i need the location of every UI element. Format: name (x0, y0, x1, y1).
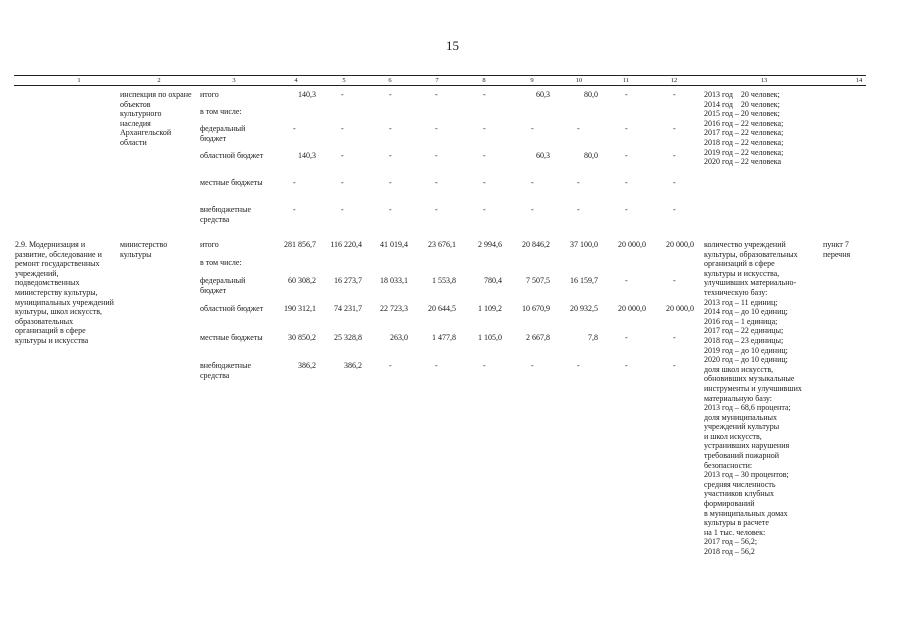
row-value-col-11: - (625, 178, 628, 187)
row-label: итого (200, 240, 219, 249)
row-value-col-12: - (673, 333, 676, 342)
row-value-col-8: 1 105,0 (478, 333, 502, 342)
indicator-line: 2018 год – 56,2 (704, 547, 755, 556)
row-value-col-4: - (293, 124, 296, 133)
indicator-line: организаций в сфере (704, 259, 775, 269)
indicator-line: количество учреждений (704, 240, 786, 249)
row-value-col-4: - (293, 205, 296, 214)
indicator-line: техническую базу: (704, 287, 768, 297)
row-value-col-9: - (531, 178, 534, 187)
row-value-col-7: 20 644,5 (428, 304, 456, 313)
indicator-line: 2013 год – 11 единиц; (704, 297, 778, 307)
indicator-line: 2016 год – 22 человека; (704, 118, 784, 128)
row-value-col-8: - (483, 90, 486, 99)
indicator-line: средняя численность (704, 479, 776, 489)
row-label: местные бюджеты (200, 333, 263, 342)
header-col-9: 9 (530, 77, 534, 84)
indicator-line: учреждений культуры (704, 422, 780, 432)
row-label: федеральный бюджет (200, 124, 246, 143)
row-value-col-12: - (673, 361, 676, 370)
row-value-col-4: 140,3 (298, 90, 316, 99)
header-col-10: 10 (575, 77, 583, 84)
row-value-col-12: - (673, 90, 676, 99)
indicator-line: 2017 год – 22 единицы; (704, 326, 784, 336)
row-value-col-5: - (341, 205, 344, 214)
indicator-line: улучшивших материально- (704, 278, 797, 288)
section2-executor: министерство культуры (120, 240, 168, 259)
row-value-col-9: 60,3 (536, 90, 550, 99)
indicator-line: 2018 год – 23 единицы; (704, 335, 784, 345)
indicator-line: материальную базу: (704, 393, 772, 403)
row-value-col-9: - (531, 124, 534, 133)
row-label: областной бюджет (200, 304, 264, 313)
row-value-col-7: - (435, 361, 438, 370)
indicator-line: 2020 год – 22 человека (704, 157, 782, 167)
row-value-col-4: 30 850,2 (288, 333, 316, 342)
row-value-col-7: - (435, 178, 438, 187)
row-value-col-12: 20 000,0 (666, 304, 694, 313)
indicator-line: на 1 тыс. человек: (704, 527, 766, 537)
section1-executor: инспекция по охране объектов культурного наследия Архангельской области (120, 90, 192, 147)
row-value-col-10: - (577, 178, 580, 187)
header-col-6: 6 (388, 77, 392, 84)
row-value-col-5: 116 220,4 (330, 240, 362, 249)
indicator-line: 2019 год – 22 человека; (704, 147, 784, 157)
row-value-col-11: - (625, 151, 628, 160)
indicator-line: 2020 год – до 10 единиц; (704, 355, 788, 365)
row-label: внебюджетные средства (200, 205, 251, 224)
header-col-2: 2 (157, 77, 161, 84)
row-value-col-11: 20 000,0 (618, 240, 646, 249)
row-value-col-10: 20 932,5 (570, 304, 598, 313)
row-value-col-6: - (389, 205, 392, 214)
row-value-col-4: 386,2 (298, 361, 316, 370)
row-value-col-6: - (389, 151, 392, 160)
row-value-col-10: 80,0 (584, 90, 598, 99)
row-value-col-9: 10 670,9 (522, 304, 550, 313)
row-value-col-9: 2 667,8 (526, 333, 550, 342)
row-value-col-12: - (673, 276, 676, 285)
table-header-row (14, 75, 866, 86)
row-value-col-7: - (435, 205, 438, 214)
header-col-12: 12 (670, 77, 678, 84)
section2-title: 2.9. Модернизация и развитие, обследование и ремонт государственных учреждений, подведомственных министерству культуры, муниципальных учреждений культуры, школ искусств, образовательных организаций в сфере культуры и искусства (15, 240, 114, 345)
row-value-col-7: - (435, 90, 438, 99)
row-value-col-10: 16 159,7 (570, 276, 598, 285)
row-value-col-8: - (483, 361, 486, 370)
indicator-line: 2016 год – 1 единица; (704, 316, 778, 326)
indicator-line: требований пожарной (704, 451, 780, 461)
row-value-col-12: 20 000,0 (666, 240, 694, 249)
row-value-col-4: 190 312,1 (284, 304, 316, 313)
row-value-col-8: - (483, 178, 486, 187)
row-value-col-5: 386,2 (344, 361, 362, 370)
row-value-col-4: 60 308,2 (288, 276, 316, 285)
header-col-7: 7 (435, 77, 439, 84)
indicator-line: культуры, образовательных (704, 249, 798, 259)
indicator-line: устранивших нарушения (704, 441, 790, 451)
row-value-col-8: - (483, 205, 486, 214)
row-label: местные бюджеты (200, 178, 263, 187)
row-value-col-9: 60,3 (536, 151, 550, 160)
indicator-line: 2013 год 20 человек; (704, 90, 780, 99)
row-value-col-5: 16 273,7 (334, 276, 362, 285)
row-value-col-9: - (531, 361, 534, 370)
indicator-line: 2014 год 20 человек; (704, 99, 780, 109)
row-value-col-4: - (293, 178, 296, 187)
row-label: федеральный бюджет (200, 276, 246, 295)
row-value-col-8: 780,4 (484, 276, 502, 285)
row-value-col-11: - (625, 361, 628, 370)
row-value-col-10: 80,0 (584, 151, 598, 160)
row-value-col-6: 263,0 (390, 333, 408, 342)
row-value-col-9: 20 846,2 (522, 240, 550, 249)
row-value-col-6: - (389, 124, 392, 133)
row-value-col-5: - (341, 90, 344, 99)
indicator-line: культуры и искусства, (704, 268, 780, 278)
row-value-col-6: 18 033,1 (380, 276, 408, 285)
row-label: в том числе: (200, 107, 242, 116)
row-value-col-11: 20 000,0 (618, 304, 646, 313)
row-value-col-6: 22 723,3 (380, 304, 408, 313)
row-value-col-6: - (389, 90, 392, 99)
header-col-8: 8 (482, 77, 486, 84)
row-value-col-5: - (341, 178, 344, 187)
section2-indicators (704, 240, 802, 557)
row-label: итого (200, 90, 219, 99)
row-value-col-9: 7 507,5 (526, 276, 550, 285)
indicator-line: 2013 год – 30 процентов; (704, 470, 789, 480)
indicator-line: 2017 год – 56,2; (704, 537, 758, 547)
indicator-line: 2018 год – 22 человека; (704, 137, 784, 147)
row-value-col-12: - (673, 151, 676, 160)
row-value-col-10: 7,8 (588, 333, 598, 342)
row-label: областной бюджет (200, 151, 264, 160)
row-value-col-7: 23 676,1 (428, 240, 456, 249)
indicator-line: и школ искусств, (704, 431, 762, 441)
row-value-col-10: - (577, 361, 580, 370)
row-label: в том числе: (200, 258, 242, 267)
row-value-col-4: 281 856,7 (284, 240, 316, 249)
indicator-line: 2015 год – 20 человек; (704, 109, 780, 119)
indicator-line: в муниципальных домах (704, 508, 788, 518)
row-value-col-12: - (673, 178, 676, 187)
indicator-line: 2014 год – до 10 единиц; (704, 307, 788, 317)
indicator-line: культуры в расчете (704, 518, 769, 528)
row-value-col-7: - (435, 151, 438, 160)
header-col-3: 3 (232, 77, 236, 84)
row-value-col-6: 41 019,4 (380, 240, 408, 249)
indicator-line: доля школ искусств, (704, 364, 774, 374)
row-value-col-8: - (483, 151, 486, 160)
indicator-line: безопасности: (704, 460, 753, 470)
header-col-4: 4 (294, 77, 298, 84)
row-value-col-5: 74 231,7 (334, 304, 362, 313)
row-value-col-10: 37 100,0 (570, 240, 598, 249)
row-value-col-7: 1 553,8 (432, 276, 456, 285)
row-value-col-12: - (673, 205, 676, 214)
row-value-col-11: - (625, 333, 628, 342)
row-value-col-11: - (625, 205, 628, 214)
section2-reference: пункт 7 перечня (823, 240, 851, 259)
row-value-col-11: - (625, 90, 628, 99)
row-label: внебюджетные средства (200, 361, 251, 380)
row-value-col-11: - (625, 276, 628, 285)
row-value-col-5: - (341, 124, 344, 133)
header-col-14: 14 (855, 77, 863, 84)
row-value-col-5: - (341, 151, 344, 160)
row-value-col-8: 1 109,2 (478, 304, 502, 313)
indicator-line: 2019 год – до 10 единиц; (704, 345, 788, 355)
row-value-col-4: 140,3 (298, 151, 316, 160)
row-value-col-9: - (531, 205, 534, 214)
indicator-line: формирований (704, 499, 755, 509)
header-col-5: 5 (342, 77, 346, 84)
row-value-col-5: 25 328,8 (334, 333, 362, 342)
header-col-13: 13 (760, 77, 768, 84)
row-value-col-8: 2 994,6 (478, 240, 502, 249)
section1-indicators (704, 90, 783, 167)
row-value-col-7: 1 477,8 (432, 333, 456, 342)
row-value-col-6: - (389, 361, 392, 370)
row-value-col-6: - (389, 178, 392, 187)
indicator-line: инструменты и улучшивших (704, 383, 802, 393)
row-value-col-8: - (483, 124, 486, 133)
indicator-line: доля муниципальных (704, 412, 778, 422)
row-value-col-10: - (577, 205, 580, 214)
page-number: 15 (446, 38, 459, 53)
indicator-line: участников клубных (704, 489, 774, 499)
indicator-line: 2013 год – 68,6 процента; (704, 403, 791, 413)
row-value-col-10: - (577, 124, 580, 133)
indicator-line: 2017 год – 22 человека; (704, 128, 784, 138)
header-col-1: 1 (77, 77, 81, 84)
row-value-col-7: - (435, 124, 438, 133)
row-value-col-12: - (673, 124, 676, 133)
indicator-line: обновивших музыкальные (704, 374, 795, 384)
header-col-11: 11 (622, 77, 630, 84)
row-value-col-11: - (625, 124, 628, 133)
